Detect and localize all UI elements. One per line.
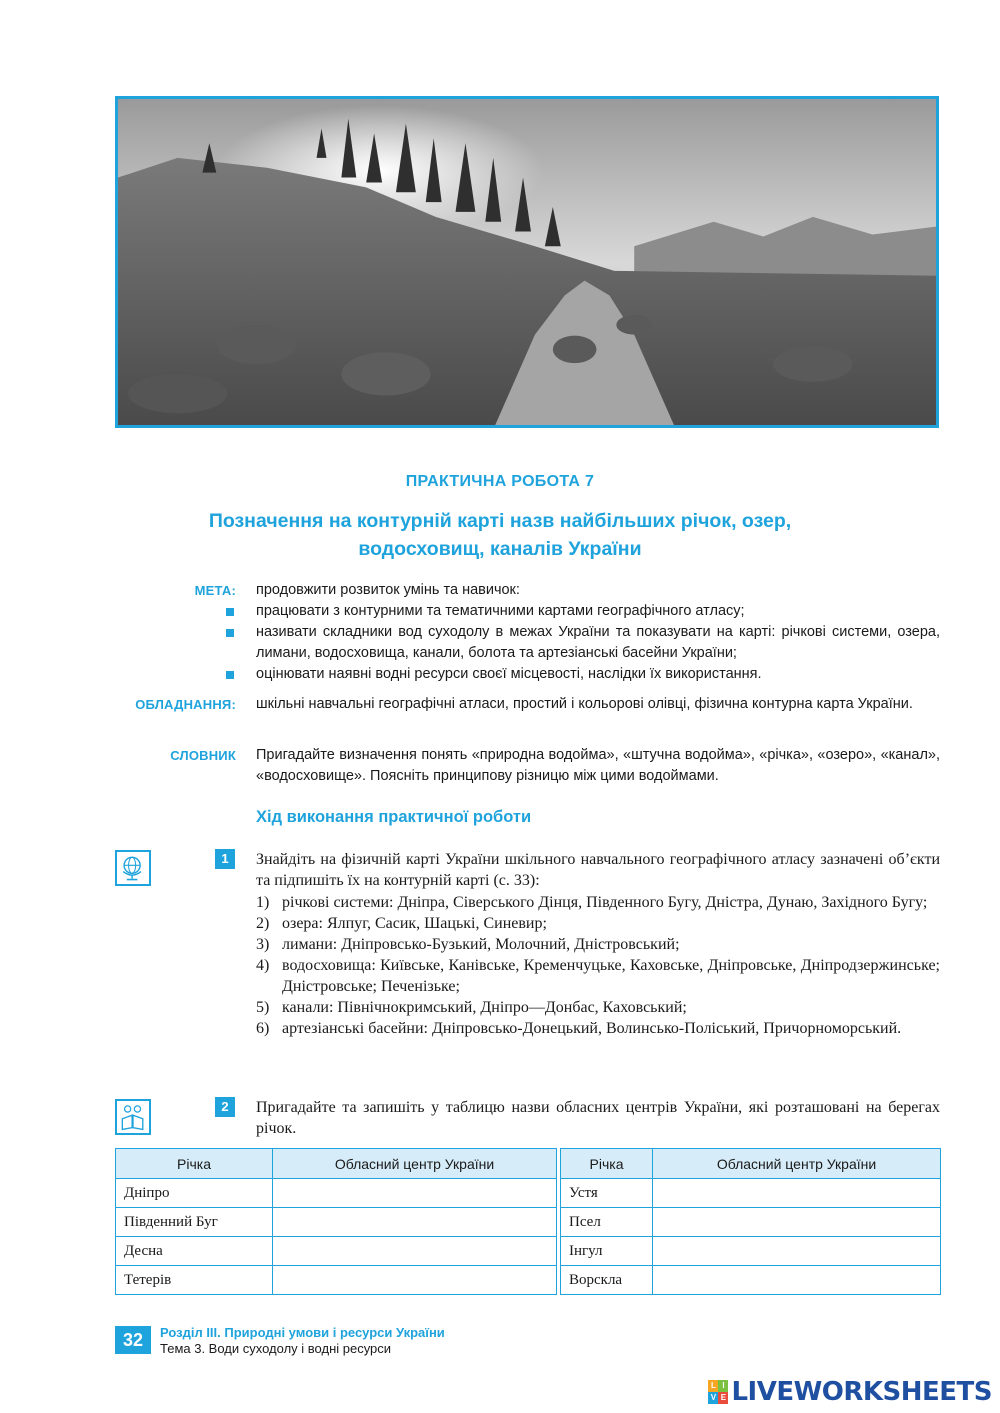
table-header-row <box>116 1149 941 1179</box>
table-row <box>116 1266 941 1295</box>
bullet-text: працювати з контурними та тематичними картами географічного атласу; <box>256 603 745 619</box>
equipment-text: шкільні навчальні географічні атласи, простий і кольорові олівці, фізична контурна карта України. <box>256 696 913 712</box>
list-item: 2) озера: Ялпуг, Сасик, Шацькі, Синевир; <box>256 915 547 932</box>
globe-icon-graphic <box>117 852 149 884</box>
answer-cell[interactable] <box>273 1266 557 1295</box>
answer-cell[interactable] <box>653 1237 941 1266</box>
list-item: 5) канали: Північнокримський, Дніпро—Донбас, Каховський; <box>256 999 687 1016</box>
chapter-title: Розділ III. Природні умови і ресурси України <box>160 1325 445 1340</box>
practical-work-label: ПРАКТИЧНА РОБОТА 7 <box>405 473 595 490</box>
bullet-square-icon <box>226 671 234 679</box>
column-header-river: Річка <box>116 1149 273 1179</box>
open-book-people-icon <box>115 1099 151 1135</box>
goal-bullets <box>226 601 940 685</box>
table-row <box>116 1237 941 1266</box>
bullet-text: називати складники вод суходолу в межах України та показувати на карті: річкові системи, озера, лимани, водосховища, канали, болота та артезіанські басейни України; <box>256 624 940 661</box>
river-cell: Тетерів <box>116 1266 273 1295</box>
bullet-square-icon <box>226 608 234 616</box>
list-item: 6) артезіанські басейни: Дніпровсько-Донецький, Волинсько-Поліський, Причорноморський. <box>256 1020 902 1037</box>
liveworksheets-watermark <box>708 1377 992 1407</box>
dictionary-label: СЛОВНИК <box>170 748 236 763</box>
rivers-table <box>115 1148 941 1295</box>
book-icon-graphic <box>117 1101 149 1133</box>
bullet-square-icon <box>226 629 234 637</box>
table-row <box>116 1179 941 1208</box>
watermark-text: LIVEWORKSHEETS <box>731 1377 992 1407</box>
list-item <box>226 664 940 685</box>
answer-cell[interactable] <box>653 1179 941 1208</box>
river-cell: Устя <box>561 1179 653 1208</box>
column-header-center: Обласний центр України <box>653 1149 941 1179</box>
goal-intro: продовжити розвиток умінь та навичок: <box>256 582 520 598</box>
list-item <box>226 601 940 622</box>
list-item: 3) лимани: Дніпровсько-Бузький, Молочний, Дністровський; <box>256 936 680 953</box>
liveworksheets-logo-icon: L I V E <box>708 1380 728 1404</box>
task-1-intro: Знайдіть на фізичній карті України шкільного навчального географічного атласу зазначені об’єкти та підпишіть їх на контурній карті (с. 33): <box>256 851 940 889</box>
task-2-text: Пригадайте та запишіть у таблицю назви обласних центрів України, які розташовані на берегах річок. <box>256 1099 940 1137</box>
task-2-number: 2 <box>215 1097 235 1117</box>
answer-cell[interactable] <box>273 1208 557 1237</box>
river-cell: Південний Буг <box>116 1208 273 1237</box>
answer-cell[interactable] <box>653 1266 941 1295</box>
table-row <box>116 1208 941 1237</box>
mountain-landscape-image <box>118 99 936 425</box>
equipment-label: ОБЛАДНАННЯ: <box>135 697 236 712</box>
landscape-photo <box>115 96 939 428</box>
river-cell: Ворскла <box>561 1266 653 1295</box>
column-header-center: Обласний центр України <box>273 1149 557 1179</box>
column-header-river: Річка <box>561 1149 653 1179</box>
task-1-list <box>256 892 940 1039</box>
bullet-text: оцінювати наявні водні ресурси своєї місцевості, наслідки їх використання. <box>256 666 762 682</box>
page-number: 32 <box>115 1326 151 1354</box>
goal-label: МЕТА: <box>194 583 236 598</box>
river-cell: Псел <box>561 1208 653 1237</box>
practical-work-title: Позначення на контурній карті назв найбільших річок, озер, водосховищ, каналів України <box>208 510 792 560</box>
river-cell: Десна <box>116 1237 273 1266</box>
list-item: 4) водосховища: Київське, Канівське, Кременчуцьке, Каховське, Дніпровське, Дніпродзержинське; Дністровське; Печенізьке; <box>256 957 940 995</box>
task-1-number: 1 <box>215 849 235 869</box>
list-item <box>226 622 940 664</box>
topic-title: Тема 3. Води суходолу і водні ресурси <box>160 1341 392 1356</box>
river-cell: Інгул <box>561 1237 653 1266</box>
globe-icon <box>115 850 151 886</box>
procedure-title: Хід виконання практичної роботи <box>256 808 532 826</box>
river-cell: Дніпро <box>116 1179 273 1208</box>
answer-cell[interactable] <box>653 1208 941 1237</box>
list-item: 1) річкові системи: Дніпра, Сіверського Дінця, Південного Бугу, Дністра, Дунаю, Західного Бугу; <box>256 894 928 911</box>
answer-cell[interactable] <box>273 1237 557 1266</box>
answer-cell[interactable] <box>273 1179 557 1208</box>
dictionary-text: Пригадайте визначення понять «природна водойма», «штучна водойма», «річка», «озеро», «канал», «водосховище». Поясніть принципову різницю між цими водоймами. <box>256 747 940 784</box>
